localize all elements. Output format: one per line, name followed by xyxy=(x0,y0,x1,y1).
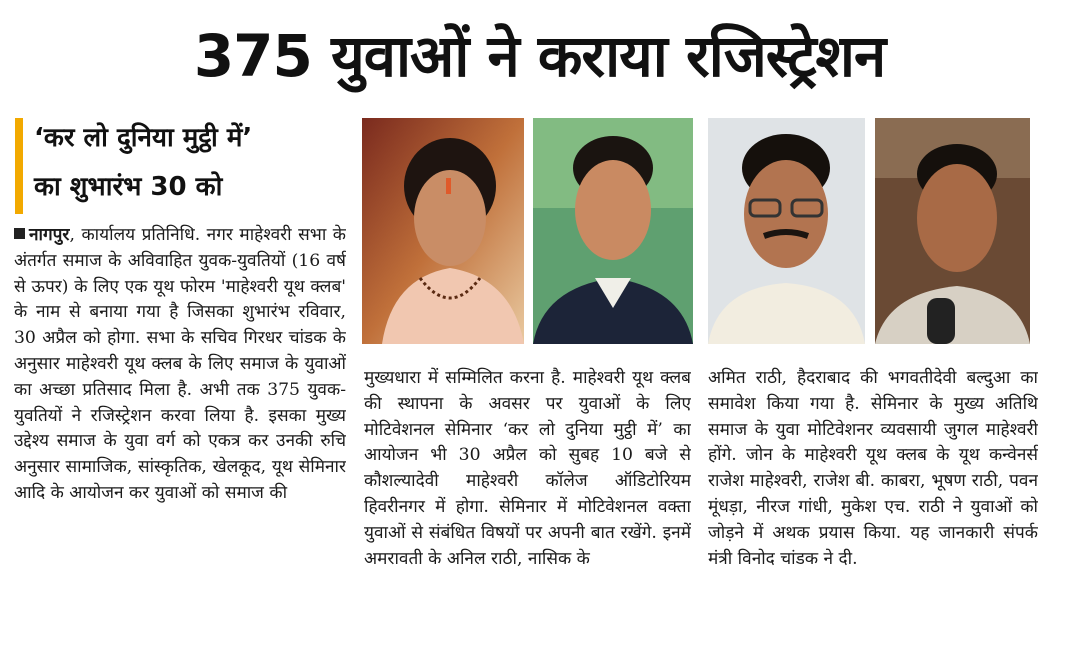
dateline: नागपुर xyxy=(29,225,70,245)
article-column-1 xyxy=(14,223,346,659)
lead-marker xyxy=(14,228,25,239)
photo-man-smiling xyxy=(533,118,693,344)
photo-woman-speaker xyxy=(362,118,524,344)
subheadline xyxy=(34,114,354,212)
photo-man-glasses xyxy=(708,118,865,344)
article-column-2: मुख्यधारा में सम्मिलित करना है. माहेश्वरी यूथ क्लब की स्थापना के अवसर पर युवाओं के लिए मोटिवेशनल सेमिनार ‘कर लो दुनिया मुट्ठी में’ का आयोजन भी 30 अप्रैल को सुबह 10 बजे से कौशल्यादेवी माहेश्वरी कॉलेज ऑडिटोरियम हिवरीनगर में होगा. सेमिनार में मोटिवेशनल वक्ता युवाओं से संबंधित विषयों पर अपनी बात रखेंगे. इनमें अमरावती के अनिल राठी, नासिक के xyxy=(364,368,691,569)
headline: 375 युवाओं ने कराया रजिस्ट्रेशन xyxy=(193,22,886,90)
article-text-1: , कार्यालय प्रतिनिधि. नगर माहेश्वरी सभा के अंतर्गत समाज के अविवाहित युवक-युवतियों (16 वर्ष से ऊपर) के लिए एक यूथ फोरम 'माहेश्वरी यूथ क्लब' के नाम से बनाया गया है जिसका शुभारंभ रविवार, 30 अप्रैल को होगा. सभा के सचिव गिरधर चांडक के अनुसार माहेश्वरी यूथ क्लब के लिए समाज के युवाओं का अच्छा प्रतिसाद मिला है. अभी तक 375 युवक-युवतियों ने रजिस्ट्रेशन करवा लिया है. इसका मुख्य उद्देश्य समाज के युवा वर्ग को एकत्र कर उनकी रुचि अनुसार सामाजिक, सांस्कृतिक, खेलकूद, यूथ सेमिनार आदि के आयोजन कर युवाओं को समाज की xyxy=(14,225,346,503)
article-column-3: अमित राठी, हैदराबाद की भगवतीदेवी बल्दुआ का समावेश किया गया है. सेमिनार के मुख्य अतिथि समाज के युवा मोटिवेशनर व्यवसायी जुगल माहेश्वरी होंगे. जोन के माहेश्वरी यूथ क्लब के यूथ कन्वेनर्स राजेश माहेश्वरी, राजेश बी. काबरा, भूषण राठी, पवन मूंधड़ा, नीरज गांधी, मुकेश एच. राठी ने युवाओं को जोड़ने में अथक प्रयास किया. यह जानकारी संपर्क मंत्री विनोद चांडक ने दी. xyxy=(708,368,1038,569)
subheadline-accent-bar xyxy=(15,118,23,214)
subheadline-line-1: ‘कर लो दुनिया मुट्ठी में’ xyxy=(34,123,253,153)
photo-man-microphone xyxy=(875,118,1030,344)
subheadline-line-2: का शुभारंभ 30 को xyxy=(34,172,223,202)
